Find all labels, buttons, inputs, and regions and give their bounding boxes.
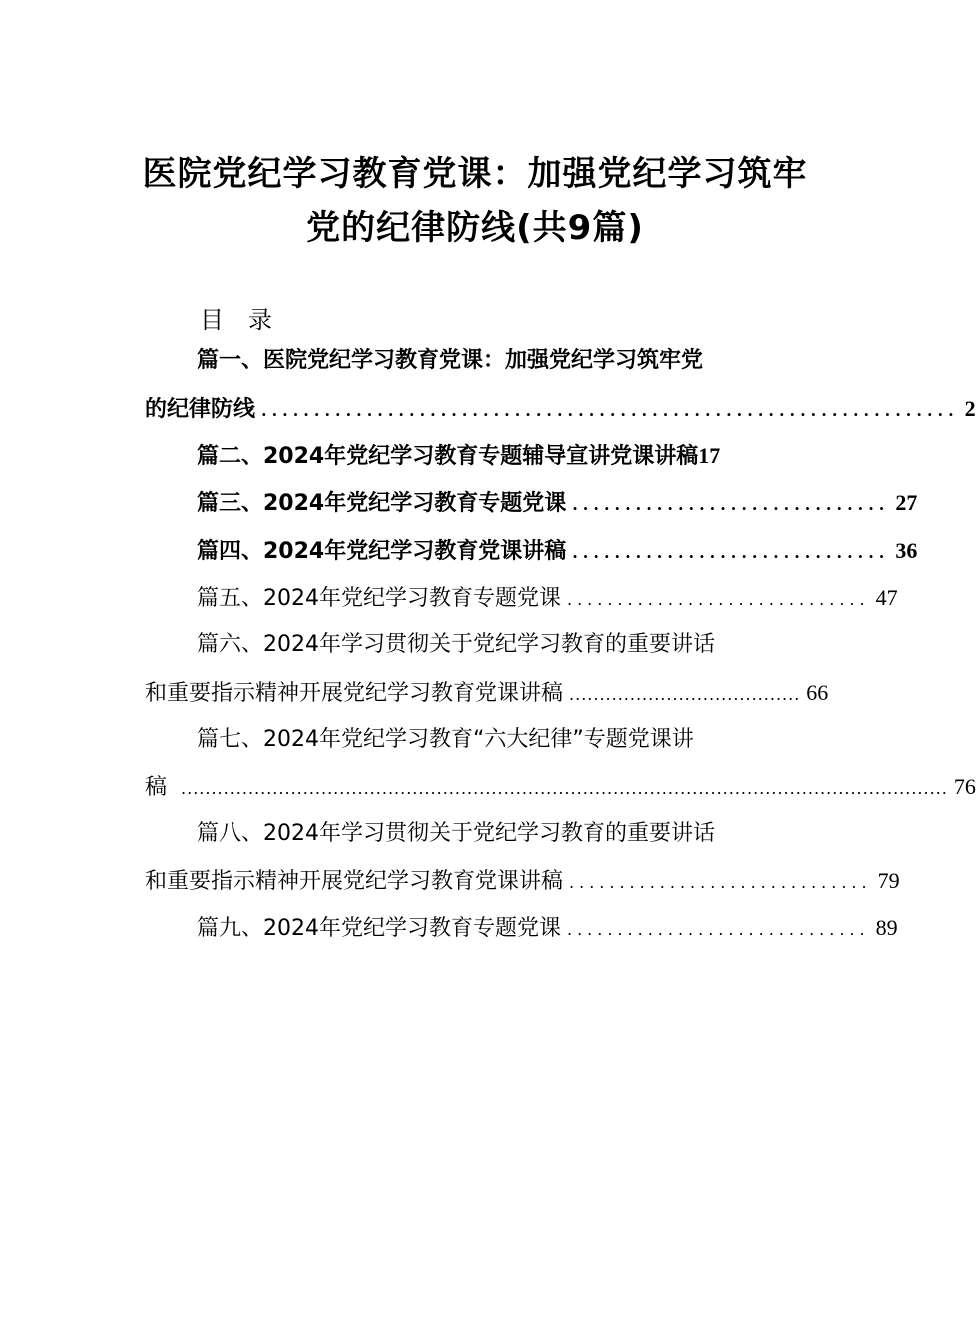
leader-dots: ..................................................................: [261, 401, 959, 420]
toc-entry-3[interactable]: [197, 487, 918, 519]
toc-entry-7-line-1[interactable]: 篇七、2024年党纪学习教育“六大纪律”专题党课讲: [197, 727, 694, 752]
toc-entry-1-line-1[interactable]: 篇一、医院党纪学习教育党课：加强党纪学习筑牢党: [197, 348, 704, 373]
toc-entry-5[interactable]: [197, 582, 898, 614]
toc-entry-8-page: 79: [877, 868, 900, 893]
toc-entry-2-text: 篇二、2024年党纪学习教育专题辅导宣讲党课讲稿: [197, 444, 699, 469]
toc-entry-9[interactable]: [197, 912, 898, 944]
toc-entry-7-page: 76: [953, 774, 976, 799]
toc-entry-5-text: 篇五、2024年党纪学习教育专题党课: [197, 586, 561, 611]
toc-entry-5-page: 47: [875, 585, 898, 610]
toc-entry-8-line-1[interactable]: 篇八、2024年学习贯彻关于党纪学习教育的重要讲话: [197, 821, 715, 846]
toc-entry-9-text: 篇九、2024年党纪学习教育专题党课: [197, 916, 561, 941]
toc-entry-7[interactable]: [145, 771, 976, 803]
toc-entry-4-page: 36: [895, 538, 918, 563]
toc-entry-9-page: 89: [875, 915, 898, 940]
toc-entry-8[interactable]: [145, 865, 900, 897]
toc-entry-6-line-2: 和重要指示精神开展党纪学习教育党课讲稿: [145, 681, 564, 706]
toc-entry-4-text: 篇四、2024年党纪学习教育党课讲稿: [197, 539, 567, 564]
toc-entry-3-text: 篇三、2024年党纪学习教育专题党课: [197, 491, 567, 516]
document-title-line-2: 党的纪律防线(共9篇): [306, 208, 644, 248]
leader-dots: ..............................................................................................................................: [181, 779, 948, 798]
leader-dots: ..............................: [569, 873, 872, 892]
toc-entry-2[interactable]: [197, 440, 802, 472]
toc-entry-7-line-2: 稿: [145, 775, 168, 800]
leader-dots: ..............................: [572, 543, 890, 562]
toc-entry-6-page: 66: [806, 680, 829, 705]
leader-dots: ..............................: [567, 590, 870, 609]
toc-entry-6[interactable]: [145, 677, 829, 709]
toc-heading: 目 录: [200, 306, 272, 334]
toc-entry-2-page: 17: [698, 443, 721, 468]
toc-entry-1-line-2: 的纪律防线: [145, 397, 256, 422]
toc-entry-1[interactable]: [145, 393, 976, 425]
toc-entry-4[interactable]: [197, 535, 918, 567]
toc-entry-8-line-2: 和重要指示精神开展党纪学习教育党课讲稿: [145, 869, 564, 894]
leader-dots: ..............................: [572, 495, 890, 514]
leader-dots: ......................................: [569, 685, 801, 704]
toc-entry-1-page: 2: [964, 396, 976, 421]
document-title-line-1: 医院党纪学习教育党课：加强党纪学习筑牢: [142, 154, 808, 194]
leader-dots: ..............................: [567, 920, 870, 939]
toc-entry-3-page: 27: [895, 490, 918, 515]
toc-entry-6-line-1[interactable]: 篇六、2024年学习贯彻关于党纪学习教育的重要讲话: [197, 632, 715, 657]
